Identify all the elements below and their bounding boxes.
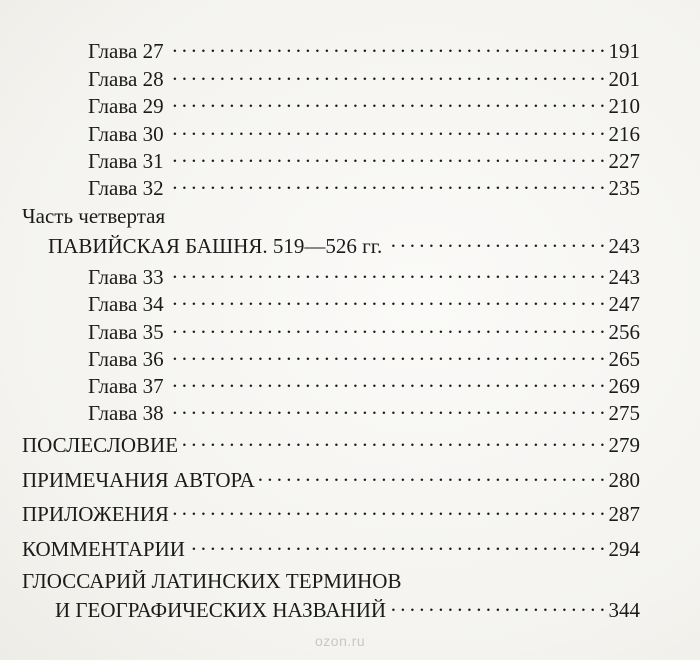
toc-entry-chapter-28 xyxy=(88,65,640,92)
dot-leader xyxy=(172,500,605,521)
toc-entry-label: КОММЕНТАРИИ xyxy=(22,537,185,561)
toc-entry-page: 216 xyxy=(608,122,640,146)
dot-leader xyxy=(188,535,605,556)
toc-entry-chapter-33 xyxy=(88,263,640,290)
toc-entry-page: 269 xyxy=(608,374,640,398)
toc-entry-page: 201 xyxy=(608,67,640,91)
toc-entry-page: 235 xyxy=(608,176,640,200)
toc-entry-page: 344 xyxy=(608,598,640,622)
toc-entry-page: 256 xyxy=(608,320,640,344)
toc-entry-label: ПРИЛОЖЕНИЯ xyxy=(22,502,169,526)
dot-leader xyxy=(167,345,605,366)
toc-entry-page: 247 xyxy=(608,292,640,316)
dot-leader xyxy=(389,596,604,617)
toc-entry-glossary-line1: ГЛОССАРИЙ ЛАТИНСКИХ ТЕРМИНОВ xyxy=(22,569,402,593)
toc-entry-chapter-29 xyxy=(88,92,640,119)
toc-entry-page: 243 xyxy=(608,265,640,289)
toc-entry-label: ПОСЛЕСЛОВИЕ xyxy=(22,433,179,457)
toc-entry-chapter-36 xyxy=(88,345,640,372)
toc-entry-afterword xyxy=(22,431,640,458)
toc-entry-chapter-35 xyxy=(88,318,640,345)
dot-leader xyxy=(167,318,605,339)
toc-entry-chapter-32 xyxy=(88,174,640,201)
toc-entry-label: Глава 35 xyxy=(88,320,164,344)
toc-entry-label: Глава 29 xyxy=(88,94,164,118)
watermark: ozon.ru xyxy=(315,633,366,649)
toc-entry-label: Глава 31 xyxy=(88,149,164,173)
toc-entry-label: Глава 27 xyxy=(88,39,164,63)
toc-entry-chapter-30 xyxy=(88,120,640,147)
toc-entry-chapter-27 xyxy=(88,37,640,64)
toc-entry-label: Глава 28 xyxy=(88,67,164,91)
toc-entry-part-title xyxy=(48,232,640,259)
toc-entry-label: И ГЕОГРАФИЧЕСКИХ НАЗВАНИЙ xyxy=(55,598,387,622)
toc-entry-page: 275 xyxy=(608,401,640,425)
toc-entry-page: 210 xyxy=(608,94,640,118)
toc-entry-page: 280 xyxy=(608,468,640,492)
part-heading: Часть четвертая xyxy=(22,204,166,228)
dot-leader xyxy=(258,466,605,487)
toc-entry-chapter-37 xyxy=(88,372,640,399)
dot-leader xyxy=(167,263,605,284)
toc-entry-glossary xyxy=(55,596,640,623)
dot-leader xyxy=(385,232,604,253)
toc-entry-page: 243 xyxy=(608,234,640,258)
dot-leader xyxy=(181,431,604,452)
dot-leader xyxy=(167,174,605,195)
toc-entry-page: 265 xyxy=(608,347,640,371)
toc-entry-page: 294 xyxy=(608,537,640,561)
toc-entry-label: ПРИМЕЧАНИЯ АВТОРА xyxy=(22,468,255,492)
dot-leader xyxy=(167,290,605,311)
dot-leader xyxy=(167,120,605,141)
toc-entry-label: Глава 37 xyxy=(88,374,164,398)
dot-leader xyxy=(167,399,605,420)
toc-entry-label: Глава 36 xyxy=(88,347,164,371)
toc-entry-chapter-34 xyxy=(88,290,640,317)
dot-leader xyxy=(167,147,605,168)
toc-entry-label: ПАВИЙСКАЯ БАШНЯ. 519—526 гг. xyxy=(48,234,383,258)
toc-entry-chapter-31 xyxy=(88,147,640,174)
toc-entry-label: Глава 34 xyxy=(88,292,164,316)
toc-entry-page: 191 xyxy=(608,39,640,63)
toc-entry-label: Глава 33 xyxy=(88,265,164,289)
toc-entry-chapter-38 xyxy=(88,399,640,426)
dot-leader xyxy=(167,92,605,113)
toc-entry-commentary xyxy=(22,535,640,562)
toc-entry-label: Глава 38 xyxy=(88,401,164,425)
toc-entry-page: 279 xyxy=(608,433,640,457)
dot-leader xyxy=(167,372,605,393)
dot-leader xyxy=(167,37,605,58)
toc-entry-appendices xyxy=(22,500,640,527)
toc-entry-page: 227 xyxy=(608,149,640,173)
toc-entry-author-notes xyxy=(22,466,640,493)
dot-leader xyxy=(167,65,605,86)
toc-entry-label: Глава 32 xyxy=(88,176,164,200)
toc-entry-page: 287 xyxy=(608,502,640,526)
toc-entry-label: Глава 30 xyxy=(88,122,164,146)
